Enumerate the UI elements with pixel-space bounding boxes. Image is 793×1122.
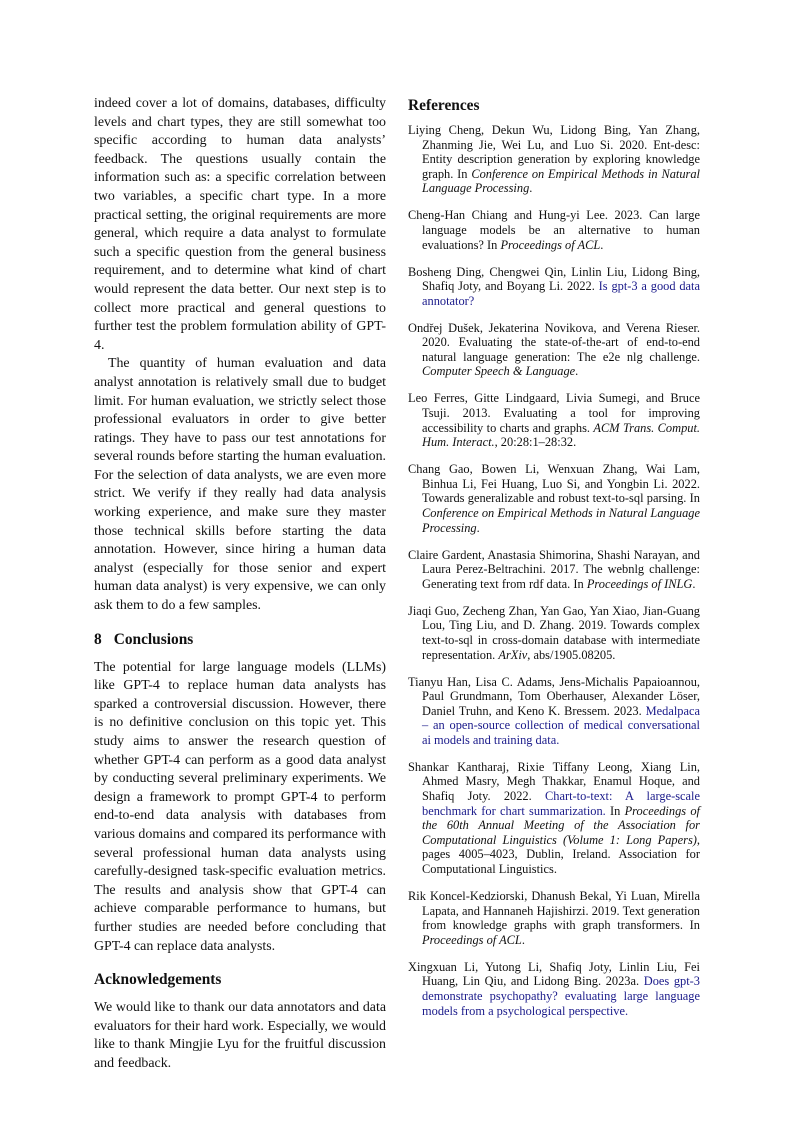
reference-entry bbox=[408, 548, 700, 592]
reference-entry bbox=[408, 675, 700, 748]
reference-text: . bbox=[529, 181, 533, 196]
reference-entry bbox=[408, 391, 700, 449]
reference-entry bbox=[408, 123, 700, 196]
reference-text: Chang Gao, Bowen Li, Wenxuan Zhang, Wai Lam, Binhua Li, Fei Huang, Luo Si, and Yongbin Li. 2022. Towards generalizable and robust text-to-sql parsing. In bbox=[408, 462, 700, 506]
section-number: 8 bbox=[94, 630, 102, 648]
right-column bbox=[408, 95, 700, 1031]
reference-entry bbox=[408, 208, 700, 252]
reference-venue: Computer Speech & Language bbox=[422, 364, 576, 379]
limitations-paragraph-1: indeed cover a lot of domains, databases, difficulty levels and chart types, they are still somewhat too specific according to human data analysts’ feedback. The questions usually contain the information such as: a specific correlation between two variables, a specific chart type. In a more practical setting, the original requirements are more general, which require a data analyst to formulate such a specific question from the general business requirement, and to determine what kind of chart would represent the data better. Our next step is to collect more practical and general questions to further test the problem formulation ability of GPT-4. bbox=[94, 96, 386, 353]
reference-link[interactable]: Medalpaca – an open-source collection of medical conversational ai models and training data. bbox=[422, 703, 700, 747]
reference-text: , 20:28:1–28:32. bbox=[494, 435, 577, 450]
reference-entry bbox=[408, 960, 700, 1018]
reference-text: Claire Gardent, Anastasia Shimorina, Shashi Narayan, and Laura Perez-Beltrachini. 2017. The webnlg challenge: Generating text from rdf data. In bbox=[408, 547, 700, 591]
reference-venue: Proceedings of ACL bbox=[500, 237, 601, 252]
reference-link[interactable]: Chart-to-text: A large-scale benchmark for chart summarization. bbox=[422, 789, 700, 818]
reference-venue: ArXiv bbox=[498, 647, 528, 662]
reference-text: Bosheng Ding, Chengwei Qin, Linlin Liu, Lidong Bing, Shafiq Joty, and Boyang Li. 2022. bbox=[408, 264, 700, 294]
reference-venue: Conference on Empirical Methods in Natural Language Processing bbox=[422, 506, 700, 535]
reference-venue: Proceedings of the 60th Annual Meeting of the Association for Computational Linguistics (Volume 1: Long Papers) bbox=[422, 803, 700, 847]
conclusions-paragraph: The potential for large language models (LLMs) like GPT-4 to replace human data analysts has sparked a controversial discussion. However, there is no definitive conclusion on this topic yet. This study aims to answer the research question of whether GPT-4 can perform as a good data analyst by conducting several preliminary experiments. We design a framework to prompt GPT-4 to perform end-to-end data analysis with databases from various domains and compared its performance with several professional human data analysts using carefully-designed task-specific evaluation metrics. The results and analysis show that GPT-4 can achieve comparable performance to humans, but further studies are needed before concluding that GPT-4 can replace data analysts. bbox=[94, 659, 386, 954]
reference-text: Xingxuan Li, Yutong Li, Shafiq Joty, Linlin Liu, Fei Huang, Lin Qiu, and Lidong Bing. 2023a. bbox=[408, 959, 700, 989]
reference-text: , abs/1905.08205. bbox=[527, 647, 616, 662]
reference-list bbox=[408, 123, 700, 1018]
reference-text: . bbox=[521, 932, 525, 947]
reference-text: Liying Cheng, Dekun Wu, Lidong Bing, Yan Zhang, Zhanming Jie, Wei Lu, and Luo Si. 2020. Ent-desc: Entity description generation by exploring knowledge graph. In bbox=[408, 123, 700, 181]
reference-text: . bbox=[600, 237, 604, 252]
reference-entry bbox=[408, 604, 700, 662]
acknowledgements-heading: Acknowledgements bbox=[94, 971, 222, 989]
left-column bbox=[94, 95, 386, 1074]
reference-text: . bbox=[692, 576, 696, 591]
reference-entry bbox=[408, 889, 700, 947]
reference-venue: ACM Trans. Comput. Hum. Interact. bbox=[422, 420, 701, 450]
section-title: Conclusions bbox=[113, 630, 194, 648]
reference-entry bbox=[408, 462, 700, 535]
reference-text: Rik Koncel-Kedziorski, Dhanush Bekal, Yi Luan, Mirella Lapata, and Hannaneh Hajishirzi. 2019. Text generation from knowledge graphs with graph transformers. In bbox=[408, 889, 700, 933]
reference-text: Leo Ferres, Gitte Lindgaard, Livia Sumegi, and Bruce Tsuji. 2013. Evaluating a tool for improving accessibility to charts and graphs. bbox=[408, 391, 700, 435]
limitations-paragraph-2: The quantity of human evaluation and data analyst annotation is relatively small due to budget limit. For human evaluation, we strictly select those professional evaluators in order to give better ratings. They have to pass our test annotations for several rounds before starting the human evaluation. For the selection of data analysts, we are even more strict. We verify if they really had data analysis working experience, and make sure they master those technical skills before starting the data annotation. However, since hiring a human data analyst (especially for those senior and expert human data analyst) is very expensive, we can only ask them to do a few samples. bbox=[94, 356, 386, 614]
reference-text: In bbox=[605, 803, 625, 818]
reference-venue: Proceedings of INLG bbox=[586, 576, 693, 591]
conclusions-heading bbox=[94, 630, 386, 650]
reference-text: Ondřej Dušek, Jekaterina Novikova, and Verena Rieser. 2020. Evaluating the state-of-the-art of end-to-end natural language generation: The e2e nlg challenge. bbox=[408, 320, 700, 364]
reference-entry bbox=[408, 265, 700, 309]
reference-text: Tianyu Han, Lisa C. Adams, Jens-Michalis Papaioannou, Paul Grundmann, Tom Oberhauser, Alexander Löser, Daniel Truhn, and Keno K. Bressem. 2023. bbox=[408, 674, 700, 718]
reference-text: . bbox=[575, 364, 579, 379]
references-heading: References bbox=[408, 97, 480, 114]
reference-text: , pages 4005–4023, Dublin, Ireland. Association for Computational Linguistics. bbox=[422, 832, 700, 877]
reference-link[interactable]: Does gpt-3 demonstrate psychopathy? evaluating large language models from a psychological perspective. bbox=[422, 974, 701, 1018]
reference-entry bbox=[408, 321, 700, 379]
reference-text: Cheng-Han Chiang and Hung-yi Lee. 2023. Can large language models be an alternative to human evaluations? In bbox=[408, 208, 700, 252]
reference-venue: Conference on Empirical Methods in Natural Language Processing bbox=[422, 166, 700, 196]
reference-entry bbox=[408, 760, 700, 877]
reference-text: Jiaqi Guo, Zecheng Zhan, Yan Gao, Yan Xiao, Jian-Guang Lou, Ting Liu, and D. Zhang. 2019. Towards complex text-to-sql in cross-domain database with intermediate representation. bbox=[408, 603, 700, 662]
reference-venue: Proceedings of ACL bbox=[422, 932, 522, 947]
reference-text: Shankar Kantharaj, Rixie Tiffany Leong, Xiang Lin, Ahmed Masry, Megh Thakkar, Enamul Hoque, and Shafiq Joty. 2022. bbox=[408, 759, 700, 804]
reference-text: . bbox=[476, 520, 480, 535]
acknowledgements-paragraph: We would like to thank our data annotators and data evaluators for their hard work. Especially, we would like to thank Mingjie Lyu for the fruitful discussion and feedback. bbox=[94, 1000, 386, 1071]
reference-link[interactable]: Is gpt-3 a good data annotator? bbox=[422, 279, 700, 308]
